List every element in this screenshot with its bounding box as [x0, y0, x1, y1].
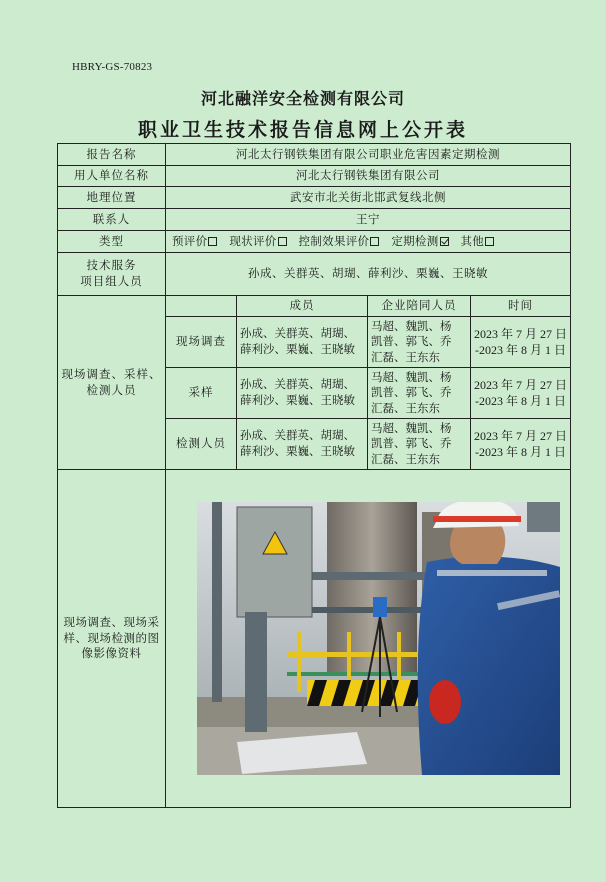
team-label-line: 项目组人员 — [80, 274, 143, 288]
employer-label: 用人单位名称 — [58, 166, 166, 187]
field-row-label: 采样 — [166, 368, 237, 419]
members-line: 孙成、关群英、胡瑚、 — [240, 326, 355, 341]
row-location — [58, 187, 571, 209]
type-options — [166, 231, 571, 253]
members-line: 薛利沙、栗巍、王晓敏 — [240, 393, 355, 407]
team-label — [58, 253, 166, 296]
team-label-line: 技术服务 — [86, 258, 137, 273]
checkbox-icon[interactable] — [370, 237, 379, 246]
company-line: 马超、魏凯、杨 — [371, 318, 452, 333]
type-label: 类型 — [58, 231, 166, 253]
row-team — [58, 253, 571, 296]
col-company-header: 企业陪同人员 — [368, 296, 471, 317]
type-option-control-eval[interactable] — [299, 234, 384, 248]
employer-value: 河北太行钢铁集团有限公司 — [166, 166, 571, 187]
images-label-line: 像影像资料 — [81, 646, 142, 661]
company-line: 马超、魏凯、杨 — [371, 369, 452, 384]
team-value: 孙成、关群英、胡瑚、薛利沙、栗巍、王晓敏 — [166, 253, 571, 296]
members-line: 薛利沙、栗巍、王晓敏 — [240, 342, 355, 356]
time-line: 2023 年 7 月 27 日 — [474, 326, 568, 341]
company-line: 凯普、郭飞、乔 — [371, 334, 452, 349]
location-value: 武安市北关街北邯武复线北侧 — [166, 187, 571, 209]
company-line: 马超、魏凯、杨 — [371, 420, 452, 435]
type-option-label: 现状评价 — [229, 233, 277, 248]
contact-value: 王宁 — [166, 209, 571, 231]
type-option-label: 预评价 — [172, 233, 208, 248]
field-row-members — [237, 419, 368, 470]
company-line: 汇磊、王东东 — [371, 349, 440, 364]
site-photo — [197, 502, 560, 775]
page-title: 职业卫生技术报告信息网上公开表 — [137, 119, 468, 141]
company-line: 凯普、郭飞、乔 — [371, 385, 452, 400]
checkbox-icon[interactable] — [485, 237, 494, 246]
field-row-time — [471, 368, 571, 419]
field-row-company — [368, 419, 471, 470]
type-option-label: 定期检测 — [391, 233, 439, 248]
row-employer — [58, 166, 571, 187]
time-line: -2023 年 8 月 1 日 — [475, 445, 566, 459]
field-row-company — [368, 368, 471, 419]
field-row-members — [237, 368, 368, 419]
document-code: HBRY-GS-70823 — [72, 61, 153, 73]
members-line: 孙成、关群英、胡瑚、 — [240, 377, 355, 392]
images-label-line: 样、现场检测的图 — [63, 630, 160, 645]
row-field-header — [58, 296, 571, 317]
row-type — [58, 231, 571, 253]
contact-label: 联系人 — [58, 209, 166, 231]
company-line: 汇磊、王东东 — [371, 451, 440, 466]
time-line: 2023 年 7 月 27 日 — [474, 428, 568, 443]
time-line: -2023 年 8 月 1 日 — [475, 343, 566, 357]
checkbox-icon[interactable] — [208, 237, 217, 246]
checkbox-checked-icon[interactable] — [440, 237, 449, 246]
images-label-line: 现场调查、现场采 — [63, 615, 160, 630]
time-line: 2023 年 7 月 27 日 — [474, 377, 568, 392]
type-option-other[interactable] — [461, 234, 499, 248]
checkbox-icon[interactable] — [278, 237, 287, 246]
company-name: 河北融洋安全检测有限公司 — [200, 89, 405, 108]
field-section-label-line: 检测人员 — [86, 382, 137, 397]
row-contact — [58, 209, 571, 231]
row-report-name — [58, 144, 571, 166]
field-header-blank — [166, 296, 237, 317]
field-row-members — [237, 317, 368, 368]
type-option-periodic[interactable] — [391, 234, 452, 248]
type-option-label: 其他 — [460, 233, 485, 248]
images-label — [58, 470, 166, 808]
report-name-label: 报告名称 — [58, 144, 166, 166]
field-row-company — [368, 317, 471, 368]
field-section-label-line: 现场调查、采样、 — [61, 366, 162, 381]
site-photo-image — [197, 502, 560, 775]
company-line: 汇磊、王东东 — [371, 400, 440, 415]
field-row-time — [471, 419, 571, 470]
members-line: 孙成、关群英、胡瑚、 — [240, 428, 355, 443]
col-time-header: 时间 — [471, 296, 571, 317]
type-option-status-eval[interactable] — [229, 234, 290, 248]
field-row-label: 检测人员 — [166, 419, 237, 470]
type-option-pre-eval[interactable] — [172, 234, 221, 248]
location-label: 地理位置 — [58, 187, 166, 209]
type-option-label: 控制效果评价 — [298, 233, 370, 248]
field-section-label — [58, 296, 166, 470]
members-line: 薛利沙、栗巍、王晓敏 — [240, 444, 355, 458]
time-line: -2023 年 8 月 1 日 — [475, 394, 566, 408]
field-row-time — [471, 317, 571, 368]
field-row-label: 现场调查 — [166, 317, 237, 368]
company-line: 凯普、郭飞、乔 — [371, 436, 452, 451]
col-members-header: 成员 — [237, 296, 368, 317]
report-name-value: 河北太行钢铁集团有限公司职业危害因素定期检测 — [166, 144, 571, 166]
